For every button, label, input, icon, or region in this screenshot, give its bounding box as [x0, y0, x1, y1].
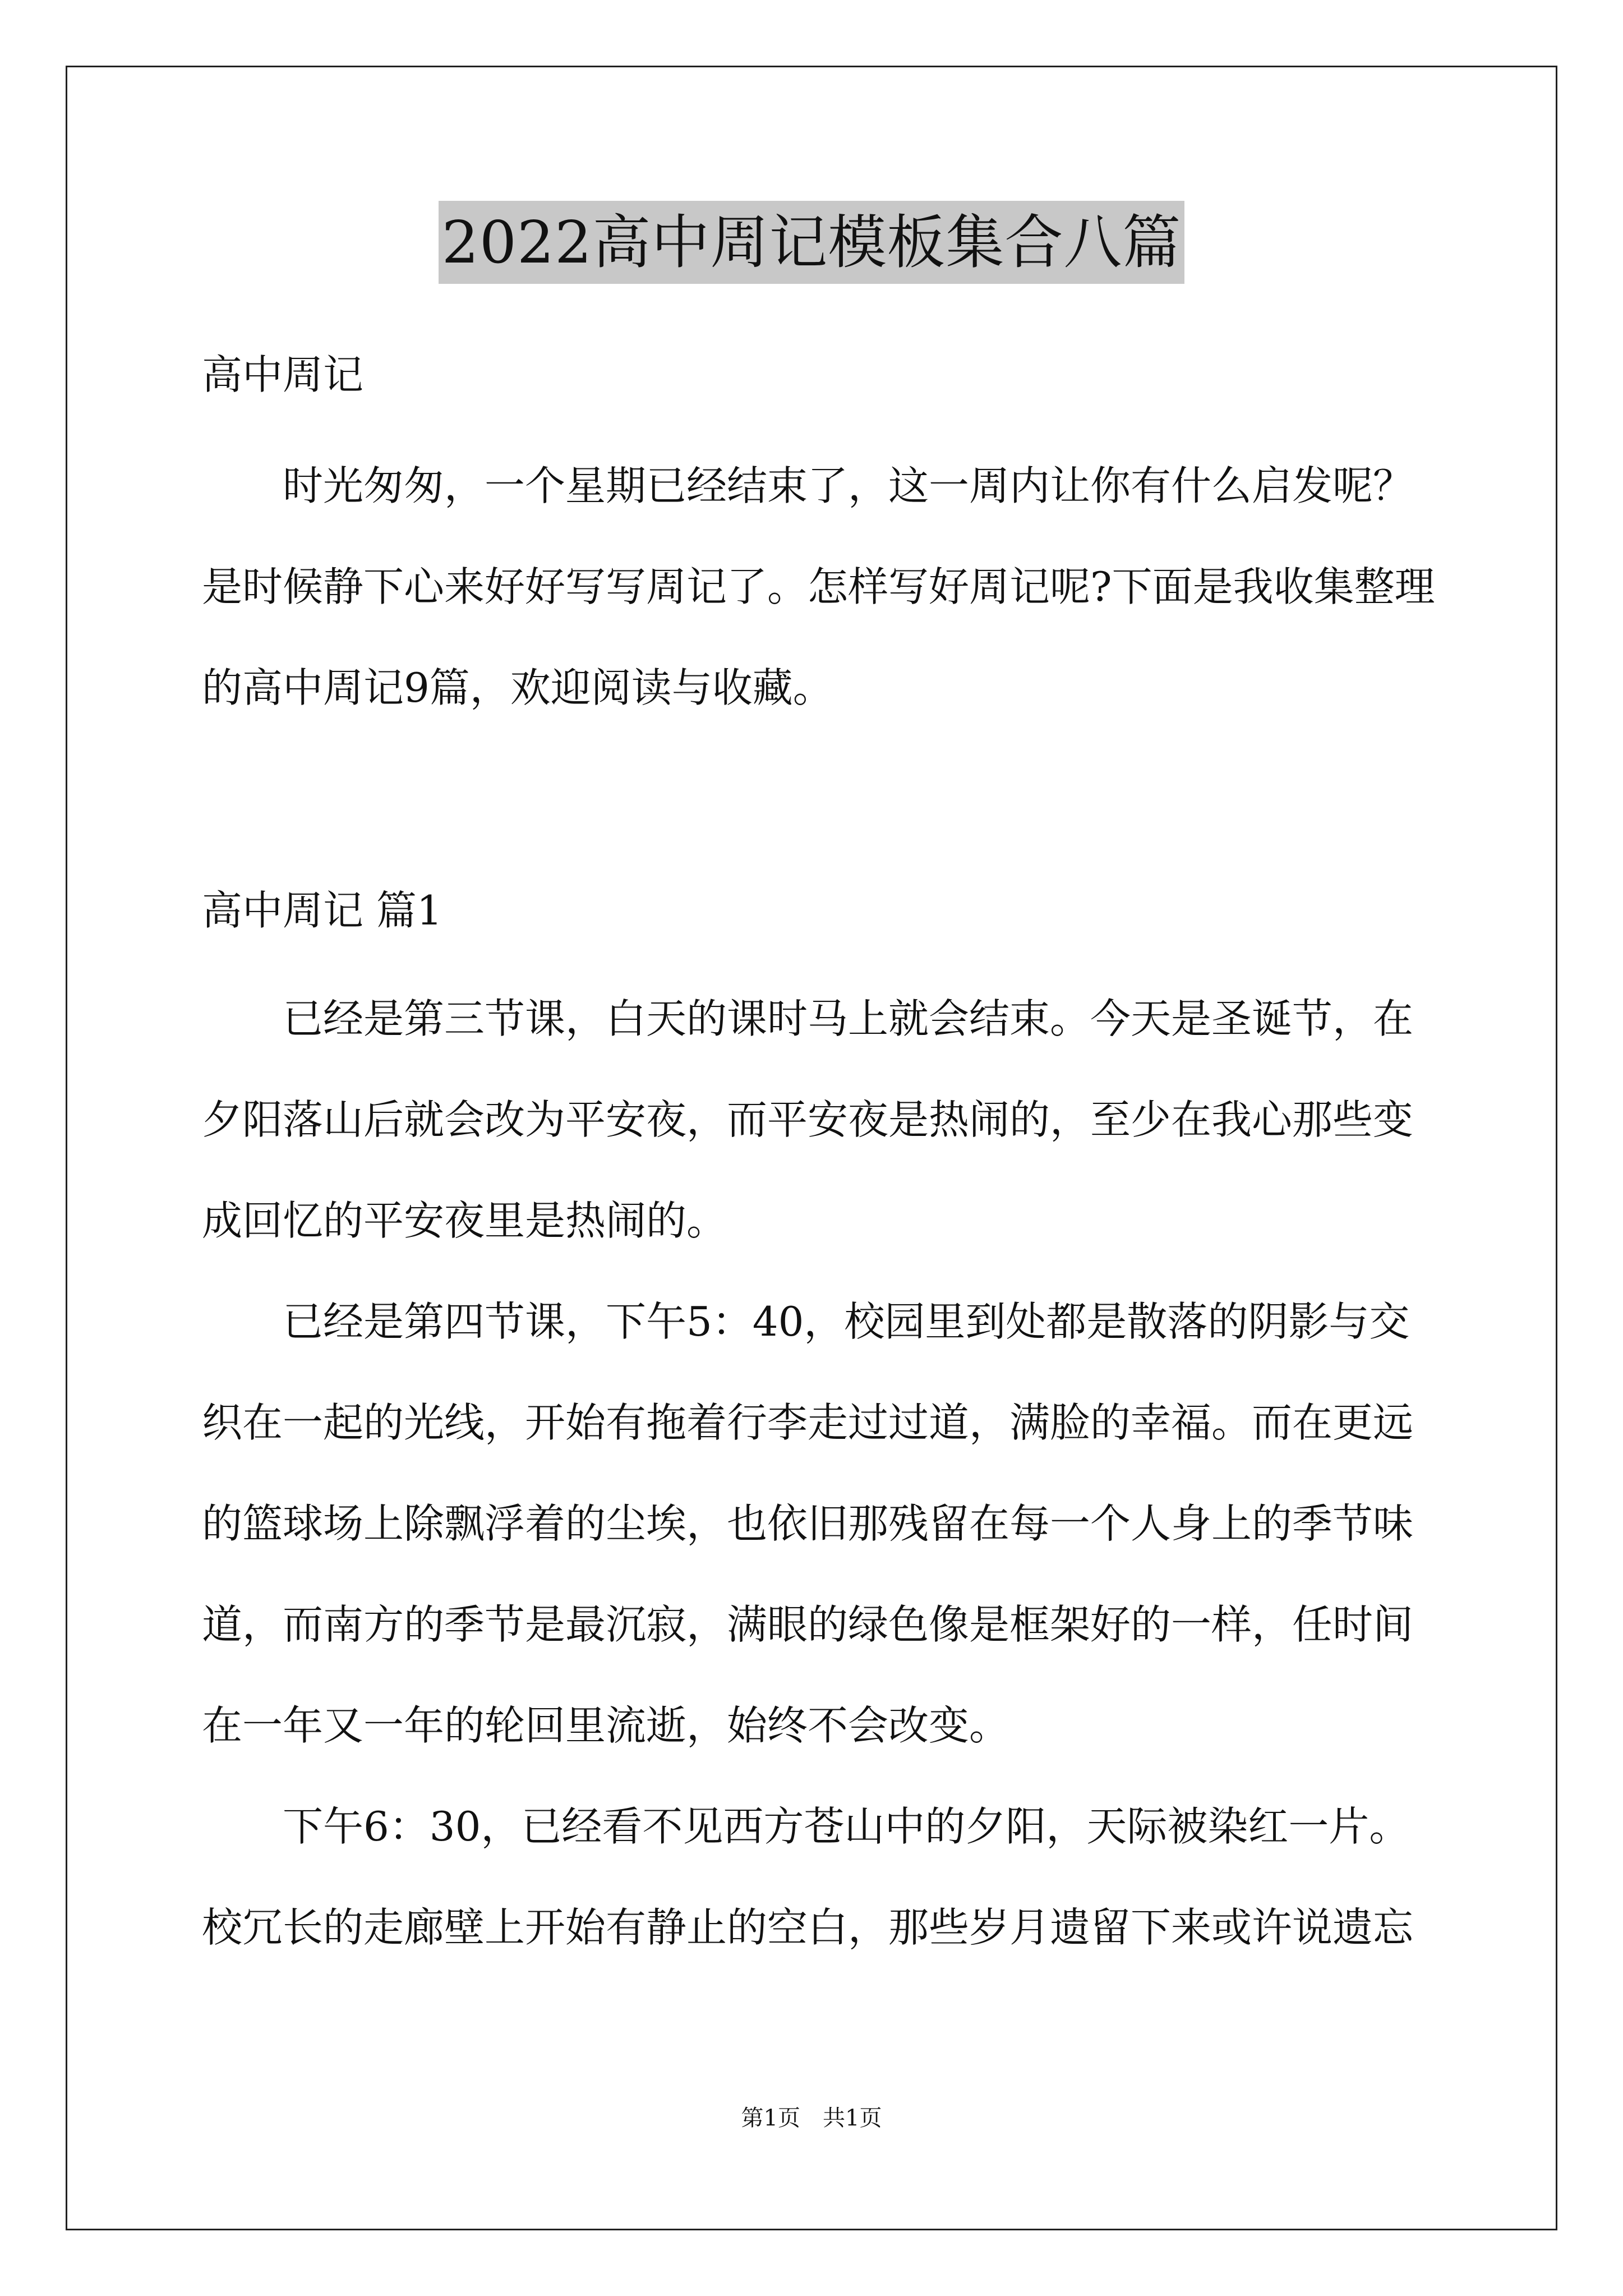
body-line: 下午6：30，已经看不见西方苍山中的夕阳，天际被染红一片。 — [283, 1803, 1410, 1850]
intro-line: 的高中周记9篇，欢迎阅读与收藏。 — [202, 664, 833, 711]
body-line: 织在一起的光线，开始有拖着行李走过过道，满脸的幸福。而在更远 — [202, 1399, 1414, 1446]
body-line: 在一年又一年的轮回里流逝，始终不会改变。 — [202, 1702, 1010, 1749]
intro-line: 是时候静下心来好好写写周记了。怎样写好周记呢?下面是我收集整理 — [202, 563, 1435, 610]
body-line: 的篮球场上除飘浮着的尘埃，也依旧那残留在每一个人身上的季节味 — [202, 1500, 1414, 1547]
page-total: 共1页 — [823, 2105, 882, 2131]
body-line: 已经是第四节课，下午5：40，校园里到处都是散落的阴影与交 — [283, 1298, 1410, 1345]
intro-line: 时光匆匆，一个星期已经结束了，这一周内让你有什么启发呢？ — [283, 462, 1414, 509]
document-title: 2022高中周记模板集合八篇 — [439, 201, 1185, 284]
page-footer — [0, 2102, 1623, 2134]
body-line: 夕阳落山后就会改为平安夜，而平安夜是热闹的，至少在我心那些变 — [202, 1096, 1414, 1143]
section-heading: 高中周记 篇1 — [202, 887, 442, 934]
intro-heading: 高中周记 — [202, 351, 364, 398]
body-line: 成回忆的平安夜里是热闹的。 — [202, 1197, 727, 1244]
title-container — [0, 201, 1623, 284]
body-line: 校冗长的走廊壁上开始有静止的空白，那些岁月遗留下来或许说遗忘 — [202, 1904, 1414, 1951]
body-line: 道，而南方的季节是最沉寂，满眼的绿色像是框架好的一样，任时间 — [202, 1601, 1414, 1648]
page-number: 第1页 — [741, 2105, 800, 2131]
body-line: 已经是第三节课，白天的课时马上就会结束。今天是圣诞节，在 — [283, 995, 1414, 1042]
